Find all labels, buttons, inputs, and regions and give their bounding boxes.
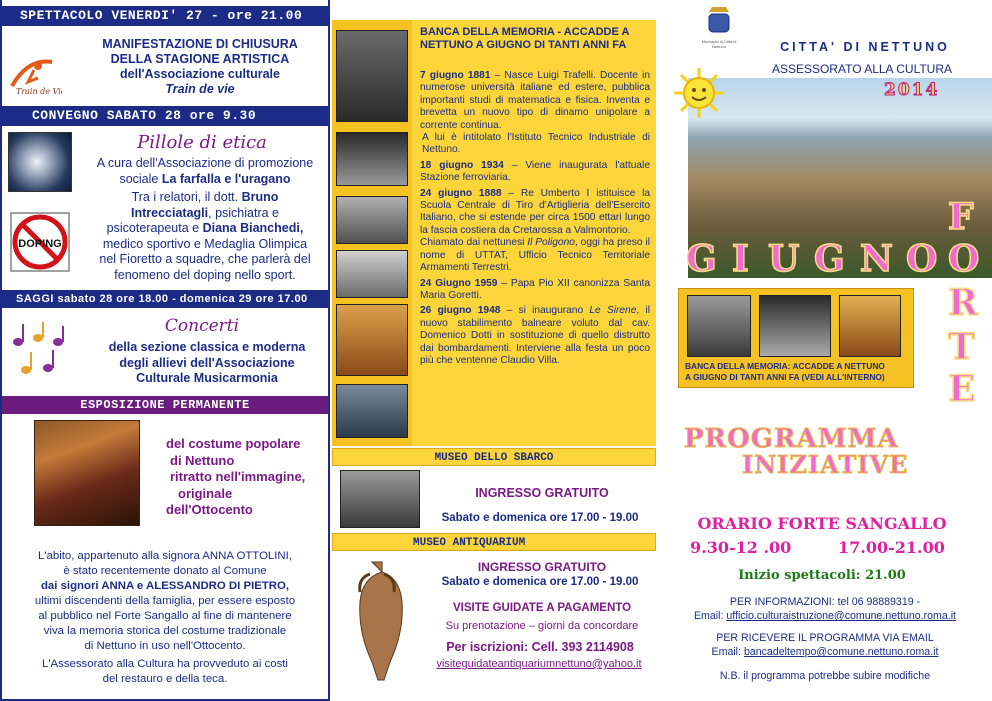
iscrizioni: Per iscrizioni: Cell. 393 2114908 (446, 640, 634, 654)
pillole-title: Pillole di etica (137, 132, 267, 153)
giugno-title: G I U G N O (686, 238, 938, 280)
forte-title: F O R T E (948, 196, 980, 410)
orario-sera: 17.00-21.00 (838, 538, 945, 557)
trafelli-bust-photo (336, 30, 408, 122)
orario-mattina: 9.30-12 .00 (690, 538, 792, 557)
concerti-title: Concerti (164, 316, 240, 336)
info-email-line: Email: ufficio.culturaistruzione@comune.nettuno.roma.it (693, 610, 956, 622)
banca-preview-box (678, 288, 914, 388)
hurricane-image (8, 132, 72, 192)
programma-email-line: Email: bancadeltempo@comune.nettuno.roma.it (711, 646, 939, 658)
concerti-text: della sezione classica e moderna degli allievi dell'Associazione Culturale Musicarmonia (108, 340, 306, 385)
preview-saint-image (839, 295, 901, 357)
banca-events: 7 giugno 1881 – Nasce Luigi Trafelli. Docente in numerose università italiane ed estere, pubblica importanti studi di matematica e fisica. Inventa e brevetta un nuovo tipo di dinamo unipolare a corrente continua. A lui è intitolato l'Istituto Tecnico Industriale di Nettuno. 18 giugno 1934 – Viene inaugurata l'attuale Stazione ferroviaria. 24 giugno 1888 – Re Umberto I istituisce la Scuola Centrale di Tiro d'Artiglieria dell'Esercito Italiano, che si estende per circa 1500 ettari lungo la fascia costiera da Cretarossa a Valmontorio. Chiamato dai nettunesi Il Poligono, oggi ha preso il nome di UTTAT, Ufficio Tecnico Territoriale Armamenti Terrestri. 24 Giugno 1959 – Papa Pio XII canonizza Santa Maria Goretti. 26 giugno 1948 – si inaugurano Le Sirene, il nuovo stabilimento balneare voluto dal cav. Domenico Dotti in sostituzione di quello distrutto dai bombardamenti. Interviene alla festa un poco più che ventenne Claudio Villa. (420, 70, 650, 366)
abito-text: L'abito, appartenuto alla signora ANNA OTTOLINI, è stato recentemente donato al Comune dai signori ANNA e ALESSANDRO DI PIETRO, ultimi discendenti della famiglia, per essere esposto al pubblico nel Forte Sangallo al fine di mantenere viva la memoria storica del costume tradizionale di Nettuno in uso nell'Ottocento. L'Assessorato alla Cultura ha provveduto ai costi del restauro e della teca. (34, 550, 296, 685)
ingresso-sbarco: INGRESSO GRATUITO (475, 486, 609, 500)
bancadeltempo-email-link[interactable]: bancadeltempo@comune.nettuno.roma.it (743, 646, 939, 658)
assessorato: ASSESSORATO ALLA CULTURA (771, 62, 953, 76)
station-photo (336, 132, 408, 186)
prenotazione: Su prenotazione – giorni da concordare (445, 620, 639, 632)
ufficio-email-link[interactable]: ufficio.culturaistruzione@comune.nettuno.roma.it (726, 610, 956, 622)
programma-email-info: PER RICEVERE IL PROGRAMMA VIA EMAIL (716, 632, 934, 644)
poligono-photo (336, 250, 408, 298)
nb-note: N.B. il programma potrebbe subire modifiche (719, 670, 931, 682)
sun-icon (672, 66, 726, 120)
sbarco-photo (340, 470, 420, 528)
left-panel (0, 0, 330, 701)
right-panel (662, 0, 992, 701)
svg-text:DOPING: DOPING (18, 238, 62, 250)
sirene-photo (336, 384, 408, 438)
esposizione-bar: ESPOSIZIONE PERMANENTE (2, 396, 328, 414)
music-notes-icon (8, 320, 72, 380)
antiquarium-email-link[interactable]: visiteguidateantiquariumnettuno@yahoo.it (436, 658, 642, 670)
orario-forte-title: ORARIO FORTE SANGALLO (697, 514, 947, 533)
programma-title: PROGRAMMA (684, 424, 899, 454)
saggi-bar: SAGGI sabato 28 ore 18.00 - domenica 29 ore 17.00 (2, 290, 328, 308)
chiusura-text: MANIFESTAZIONE DI CHIUSURA DELLA STAGIONE ARTISTICA dell'Associazione culturale Train de vie (102, 37, 298, 96)
museo-antiquarium-bar: MUSEO ANTIQUARIUM (332, 533, 656, 551)
ingresso-antiquarium: INGRESSO GRATUITO (477, 560, 607, 574)
city-crest: Municipio di Città di Nettuno (696, 6, 742, 50)
preview-station-photo (759, 295, 831, 357)
costume-painting (34, 420, 140, 526)
citta-di-nettuno: CITTA' DI NETTUNO (780, 40, 950, 54)
pillole-text: A cura dell'Associazione di promozione sociale La farfalla e l'uragano Tra i relatori, il dott. Bruno Intrecciatagli, psichiatra e psicoterapeuta e Diana Bianchedi, medico sportivo e Medaglia Olimpica nel Fioretto a squadre, che parlerà del fenomeno del doping nello sport. (96, 156, 314, 282)
spettacolo-bar: SPETTACOLO VENERDI' 27 - ore 21.00 (2, 6, 328, 26)
banca-preview-caption: BANCA DELLA MEMORIA: ACCADDE A NETTUNO A GIUGNO DI TANTI ANNI FA (VEDI ALL'INTERNO) (685, 361, 885, 382)
iniziative-title: INIZIATIVE (742, 450, 909, 479)
artillery-photo (336, 196, 408, 244)
year-2014: 2014 (884, 80, 940, 100)
visite-guidate: VISITE GUIDATE A PAGAMENTO (452, 602, 632, 614)
info-phone: PER INFORMAZIONI: tel 06 98889319 - (729, 596, 921, 608)
middle-panel (332, 0, 660, 701)
preview-bust-photo (687, 295, 751, 357)
train-de-vie-logo (8, 52, 62, 96)
convegno-bar: CONVEGNO SABATO 28 ore 9.30 (2, 106, 328, 126)
orario-sbarco: Sabato e domenica ore 17.00 - 19.00 (441, 512, 639, 524)
banca-memoria-box (412, 20, 656, 446)
doping-icon (10, 212, 70, 272)
costume-text: del costume popolare di Nettuno ritratto nell'immagine, originale dell'Ottocento (166, 436, 306, 517)
amphora-image (342, 556, 412, 686)
banca-title: BANCA DELLA MEMORIA - ACCADDE A NETTUNO A GIUGNO DI TANTI ANNI FA (420, 26, 630, 51)
museo-sbarco-bar: MUSEO DELLO SBARCO (332, 448, 656, 466)
orario-antiquarium: Sabato e domenica ore 17.00 - 19.00 (441, 576, 639, 588)
svg-text:Train de Vie: Train de Vie (16, 87, 62, 96)
inizio-spettacoli: Inizio spettacoli: 21.00 (738, 568, 906, 583)
santa-maria-goretti-image (336, 304, 408, 376)
